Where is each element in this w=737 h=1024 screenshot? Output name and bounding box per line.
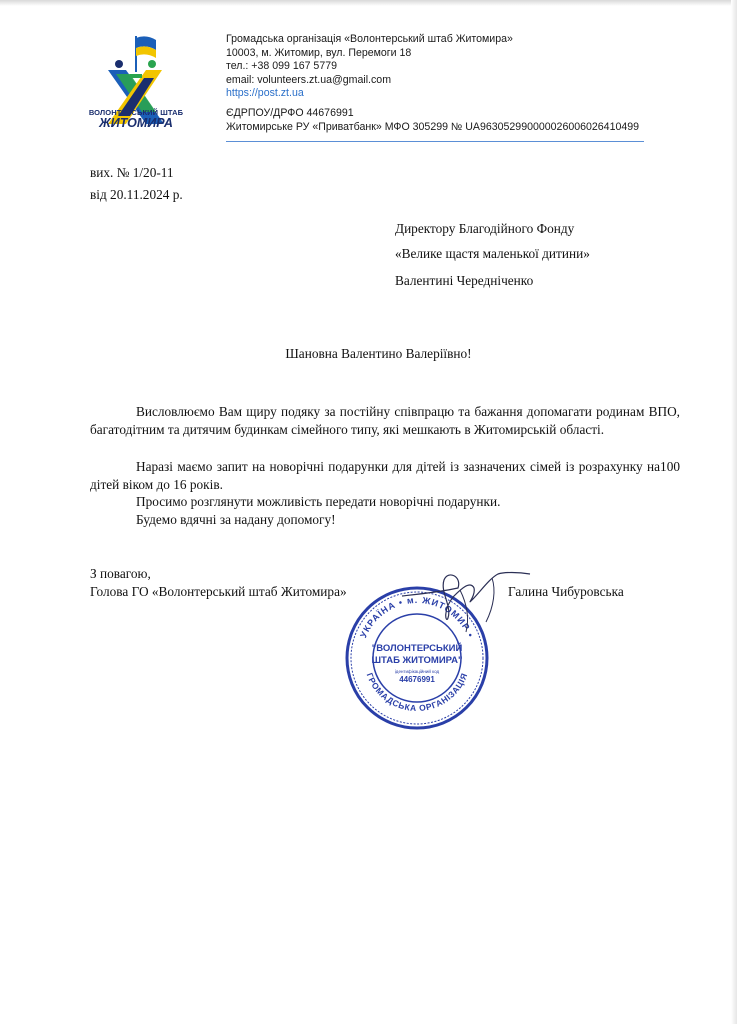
stamp-line-2: ШТАБ ЖИТОМИРА" [371,655,463,666]
paragraph-request: Наразі маємо запит на новорічні подарунки для дітей із зазначених сімей із розрахунку на100 дітей віком до 16 років. [90,459,680,492]
signer-name: Галина Чибуровська [508,584,624,599]
closing: З повагою, [90,566,151,581]
org-edrpou: ЄДРПОУ/ДРФО 44676991 [226,106,354,119]
org-email[interactable]: email: volunteers.zt.ua@gmail.com [226,73,392,86]
stamp-code: 44676991 [399,675,435,684]
letter-date: від 20.11.2024 р. [90,187,183,202]
stamp-outer-top: УКРАЇНА • м. ЖИТОМИР • [358,594,476,640]
logo-caption-small: ВОЛОНТЕРСЬКИЙ ШТАБ [88,108,184,117]
logo-caption-big: ЖИТОМИРА [99,116,173,130]
stamp-line-1: "ВОЛОНТЕРСЬКИЙ [371,643,463,654]
paragraph-gratitude: Висловлюємо Вам щиру подяку за постійну співпрацю та бажання допомагати родинам ВПО, багатодітним та дитячим будинкам сімейного типу, які мешкають в Житомирській області. [90,404,680,437]
org-address: 10003, м. Житомир, вул. Перемоги 18 [226,46,412,59]
outgoing-number: вих. № 1/20-11 [90,165,174,180]
letterhead-divider [226,141,644,142]
recipient-line-1: Директору Благодійного Фонду [395,221,575,236]
signer-title: Голова ГО «Волонтерський штаб Житомира» [90,584,347,599]
stamp-code-label: ідентифікаційний код [394,669,440,674]
page-side-shadow [731,0,737,1024]
handwritten-signature [400,566,532,636]
org-bank-details: Житомирське РУ «Приватбанк» МФО 305299 № UA963052990000026006026410499 [226,120,640,133]
stamp-outer-bottom: ГРОМАДСЬКА ОРГАНІЗАЦІЯ [364,671,470,714]
page-top-shadow [0,0,737,6]
letterhead-details [226,33,639,134]
recipient-line-2: «Велике щастя маленької дитини» [395,246,590,261]
org-website-link[interactable]: https://post.zt.ua [226,87,304,100]
recipient-line-3: Валентині Чередніченко [395,273,534,288]
org-phone: тел.: +38 099 167 5779 [226,60,338,73]
paragraph-ask: Просимо розглянути можливість передати новорічні подарунки. [136,494,501,509]
salutation: Шановна Валентино Валеріївно! [285,346,472,361]
org-name: Громадська організація «Волонтерський штаб Житомира» [226,33,513,45]
paragraph-thanks: Будемо вдячні за надану допомогу! [136,512,336,527]
